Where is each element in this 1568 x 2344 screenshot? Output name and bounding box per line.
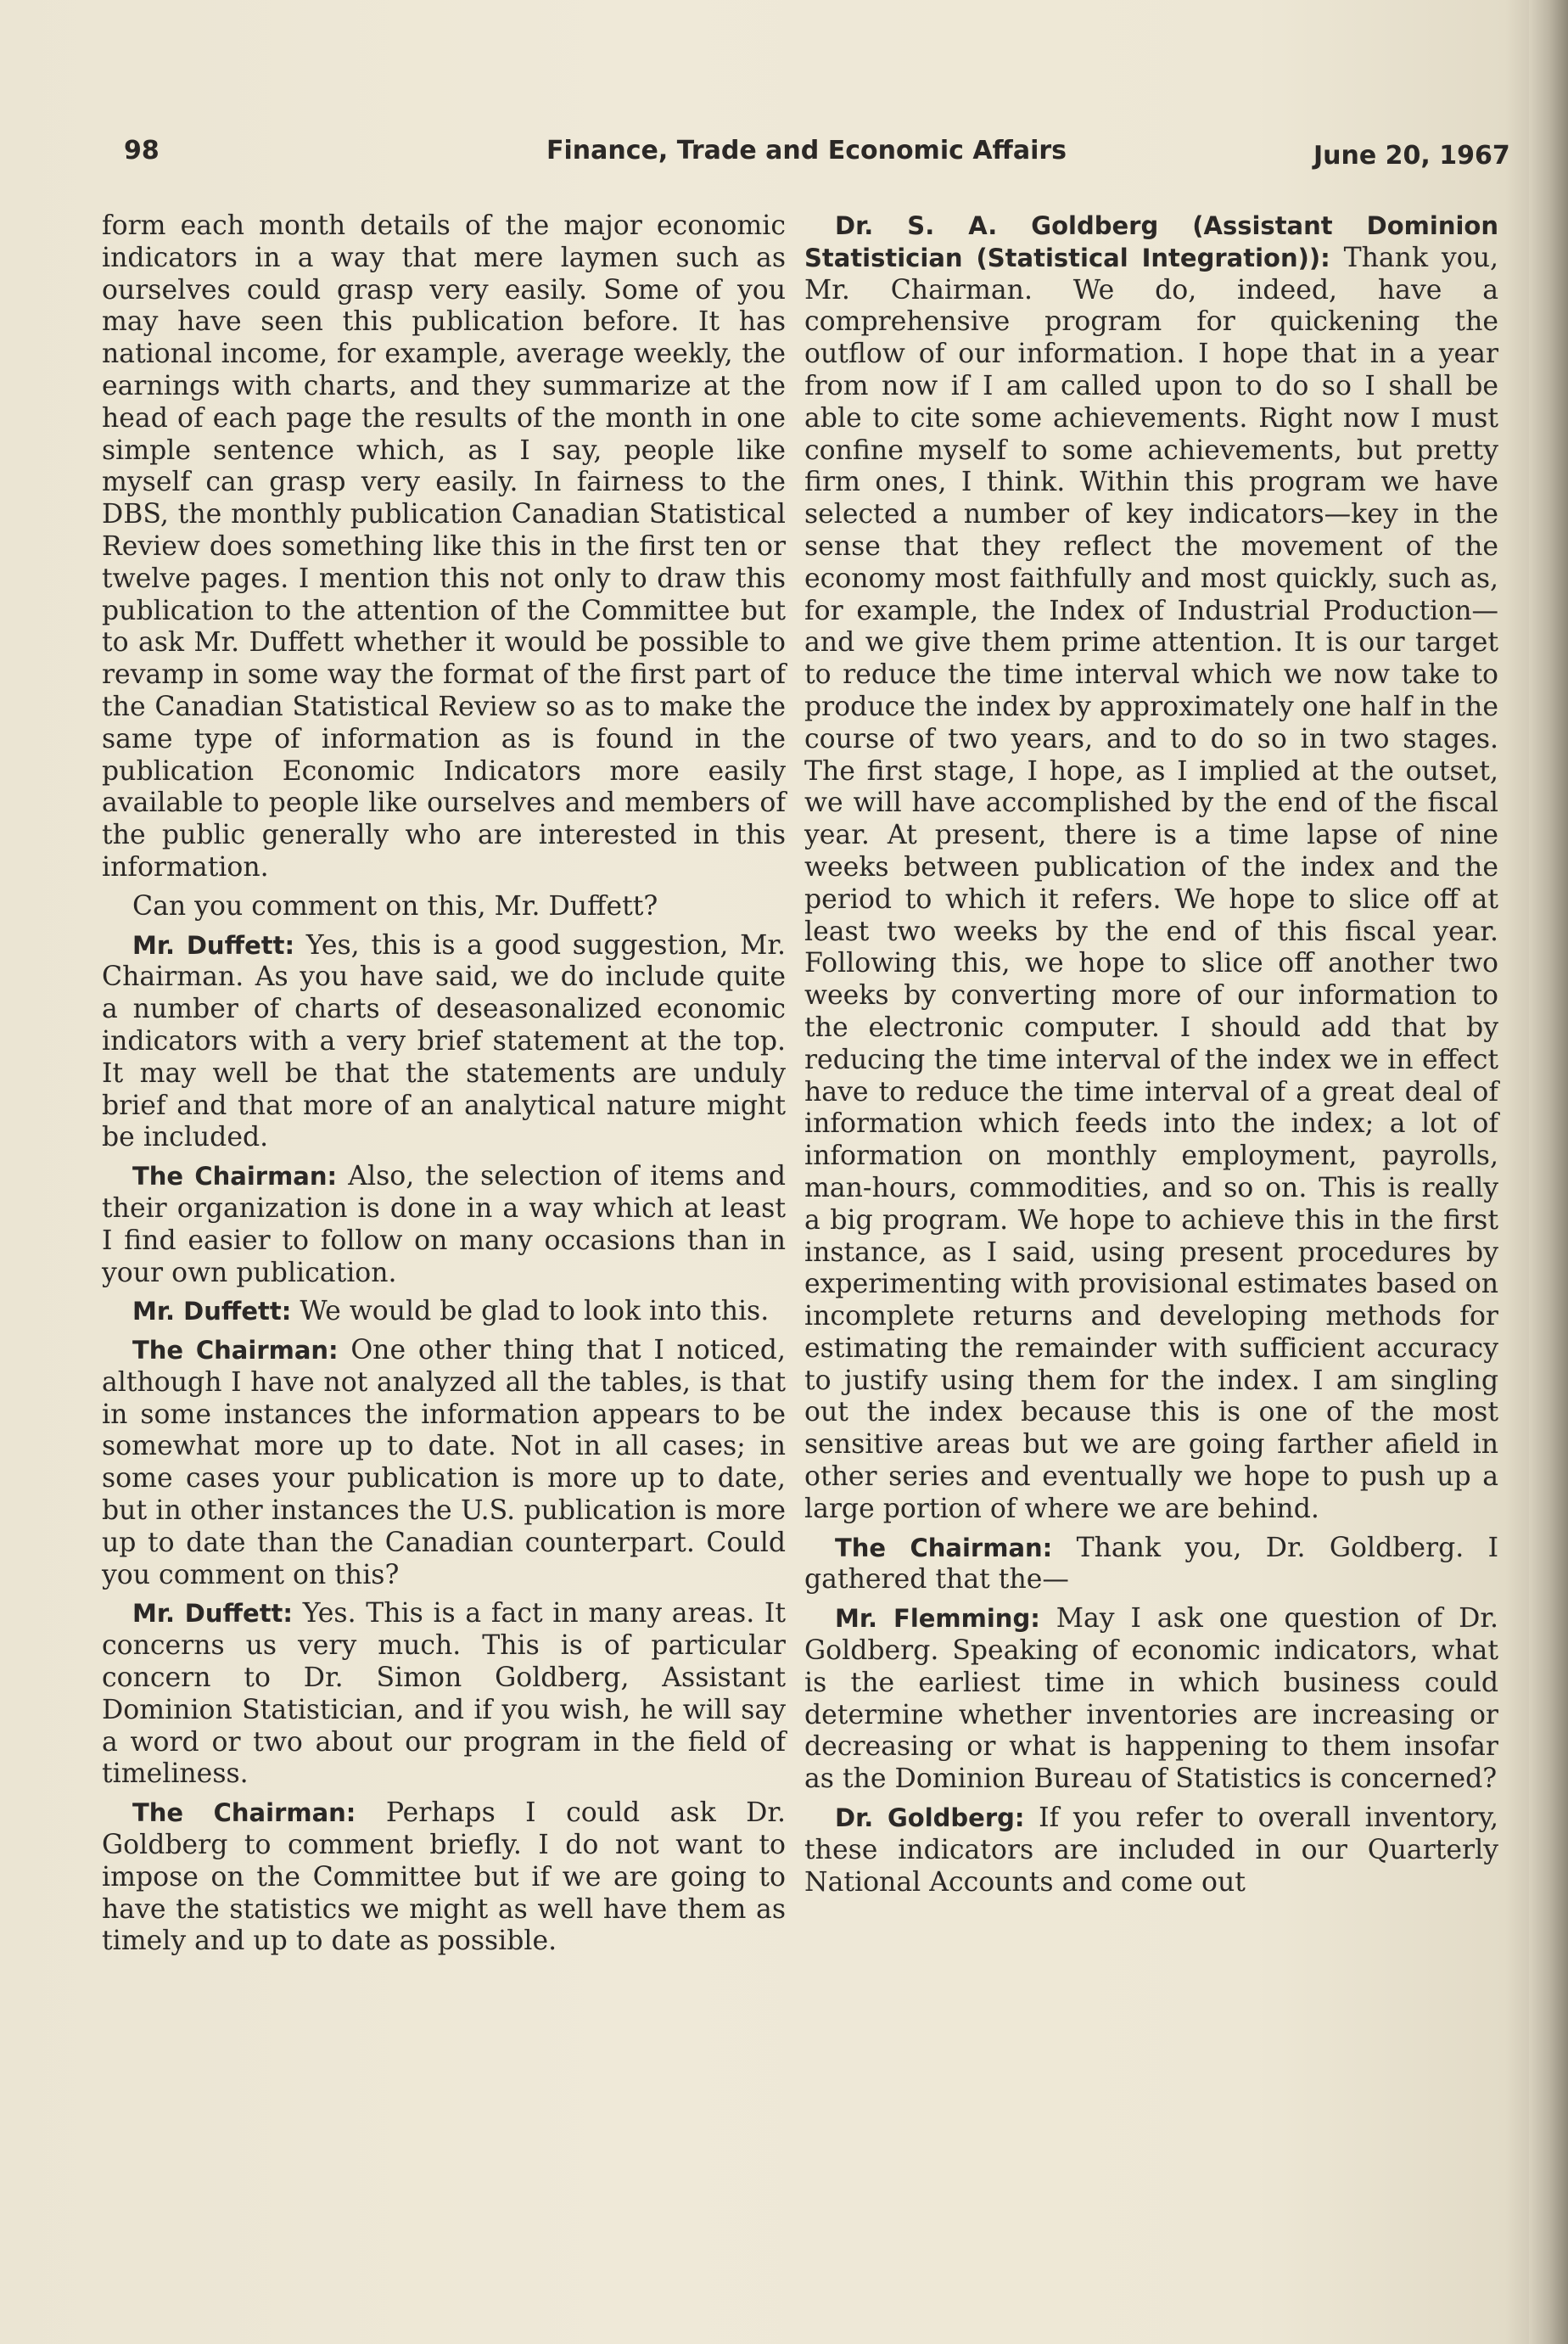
speaker-name: Mr. Duffett:	[132, 1599, 294, 1629]
running-title: Finance, Trade and Economic Affairs	[546, 136, 1067, 165]
header-date: June 20, 1967	[1313, 141, 1510, 171]
paragraph	[804, 1533, 1498, 1597]
speaker-name: The Chairman:	[132, 1162, 338, 1192]
paragraph	[804, 1803, 1498, 1898]
speaker-name: The Chairman:	[132, 1798, 356, 1828]
paragraph-text: form each month details of the major economic indicators in a way that mere laymen such as ourselves could grasp very easily. Some of you may have seen this publication before. It has national income, for example, average weekly, the earnings with charts, and they summarize at the head of each page the results of the month in one simple sentence which, as I say, people like myself can grasp very easily. In fairness to the DBS, the monthly publication Canadian Statistical Review does something like this in the first ten or twelve pages. I mention this not only to draw this publication to the attention of the Committee but to ask Mr. Duffett whether it would be possible to revamp in some way the format of the first part of the Canadian Statistical Review so as to make the same type of information as is found in the publication Economic Indicators more easily available to people like ourselves and members of the public generally who are interested in this information.	[102, 210, 786, 883]
speaker-name: The Chairman:	[132, 1336, 339, 1365]
paragraph	[102, 1161, 786, 1289]
paragraph-text: Thank you, Mr. Chairman. We do, indeed, have a comprehensive program for quickening the outflow of our information. I hope that in a year from now if I am called upon to do so I shall be able to cite some achievements. Right now I must confine myself to some achievements, but pretty firm ones, I think. Within this program we have selected a number of key indicators—key in the sense that they reflect the movement of the economy most faithfully and most quickly, such as, for example, the Index of Industrial Production—and we give them prime attention. It is our target to reduce the time interval which we now take to produce the index by approximately one half in the course of two years, and to do so in two stages. The first stage, I hope, as I implied at the outset, we will have accomplished by the end of the fiscal year. At present, there is a time lapse of nine weeks between publication of the index and the period to which it refers. We hope to slice off at least two weeks by the end of this fiscal year. Following this, we hope to slice off another two weeks by converting more of our information to the electronic computer. I should add that by reducing the time interval of the index we in effect have to reduce the time interval of a great deal of information which feeds into the index; a lot of information on monthly employment, payrolls, man-hours, commodities, and so on. This is really a big program. We hope to achieve this in the first instance, as I said, using present procedures by experimenting with provisional estimates based on incomplete returns and developing methods for estimating the remainder with sufficient accuracy to justify using them for the index. I am singling out the index because this is one of the most sensitive areas but we are going farther afield in other series and eventually we hope to push up a large portion of where we are behind.	[804, 242, 1498, 1524]
speaker-name: Mr. Duffett:	[132, 930, 295, 960]
paragraph	[102, 1296, 786, 1328]
paragraph	[102, 1598, 786, 1791]
paragraph-text: Yes. This is a fact in many areas. It concerns us very much. This is of particular concern to Dr. Simon Goldberg, Assistant Dominion Statistician, and if you wish, he will say a word or two about our program in the field of timeliness.	[102, 1598, 786, 1790]
speaker-name: Mr. Duffett:	[132, 1297, 292, 1326]
page-edge-shadow	[1529, 0, 1568, 2344]
paragraph-text: May I ask one question of Dr. Goldberg. Speaking of economic indicators, what is the earliest time in which business could determine whether inventories are increasing or decreasing or what is happening to them insofar as the Dominion Bureau of Statistics is concerned?	[804, 1603, 1499, 1795]
paragraph	[102, 930, 786, 1155]
paragraph	[102, 891, 786, 923]
paragraph-text: Yes, this is a good suggestion, Mr. Chairman. As you have said, we do include quite a number of charts of deseasonalized economic indicators with a very brief statement at the top. It may well be that the statements are unduly brief and that more of an analytical nature might be included.	[102, 929, 786, 1153]
right-column	[804, 210, 1498, 1905]
paragraph	[102, 210, 786, 884]
speaker-name: Dr. S. A. Goldberg (Assistant Dominion Statistician (Statistical Integration)):	[804, 211, 1498, 272]
paragraph-text: Can you comment on this, Mr. Duffett?	[132, 890, 658, 922]
paragraph-text: One other thing that I noticed, although I have not analyzed all the tables, is that in some instances the information appears to be somewhat more up to date. Not in all cases; in some cases your publication is more up to date, but in other instances the U.S. publication is more up to date than the Canadian counterpart. Could you comment on this?	[102, 1335, 786, 1590]
paragraph	[102, 1797, 786, 1958]
speaker-name: Dr. Goldberg:	[835, 1803, 1025, 1833]
paragraph-text: Perhaps I could ask Dr. Goldberg to comment briefly. I do not want to impose on the Committee but if we are going to have the statistics we might as well have them as timely and up to date as possible.	[102, 1797, 787, 1957]
speaker-name: Mr. Flemming:	[835, 1604, 1040, 1634]
page-number: 98	[124, 136, 160, 165]
paragraph-text: If you refer to overall inventory, these indicators are included in our Quarterly National Accounts and come out	[804, 1803, 1498, 1898]
paragraph	[804, 210, 1498, 1526]
left-column	[102, 210, 786, 1965]
paragraph	[804, 1603, 1498, 1796]
paragraph-text: Also, the selection of items and their organization is done in a way which at least I find easier to follow on many occasions than in your own publication.	[102, 1161, 786, 1288]
page-header	[0, 136, 1568, 178]
paragraph	[102, 1335, 786, 1591]
speaker-name: The Chairman:	[835, 1533, 1053, 1562]
paragraph-text: Thank you, Dr. Goldberg. I gathered that the—	[804, 1532, 1499, 1595]
paragraph-text: We would be glad to look into this.	[300, 1296, 770, 1327]
